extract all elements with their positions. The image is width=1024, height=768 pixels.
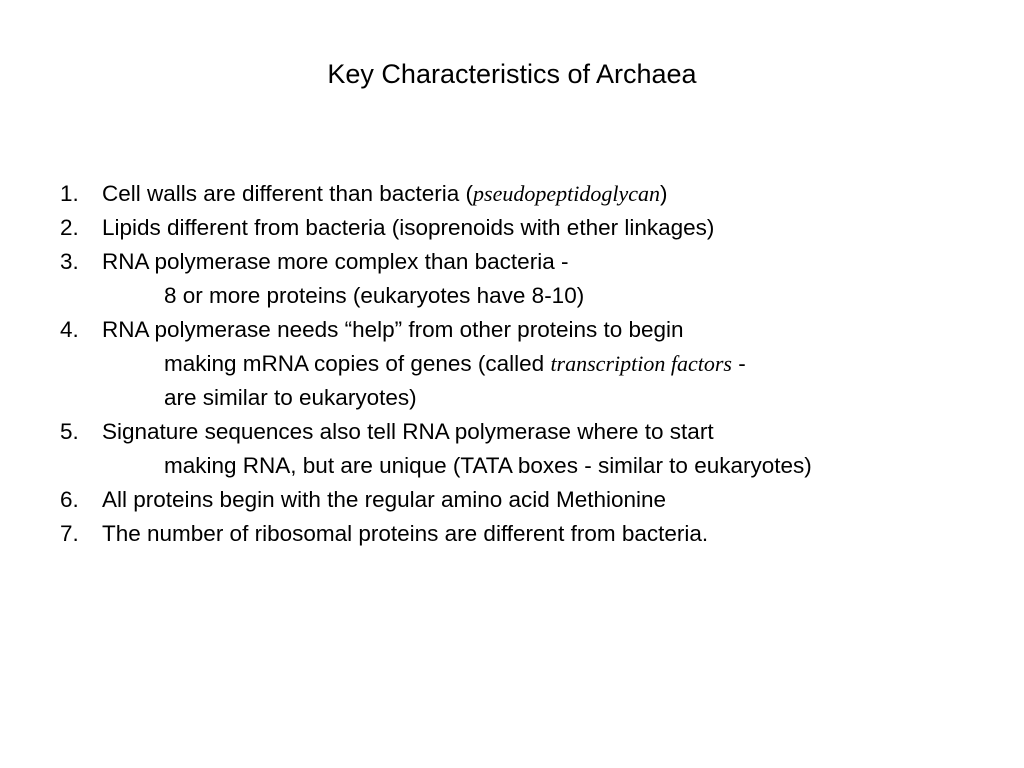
- item-number: 2.: [60, 215, 79, 240]
- slide-title: Key Characteristics of Archaea: [327, 59, 697, 89]
- list-item-1: [60, 177, 1020, 211]
- item-text: The number of ribosomal proteins are different from bacteria.: [102, 521, 709, 546]
- list-item-7: [60, 517, 1020, 551]
- item-continuation: making mRNA copies of genes (called: [164, 351, 551, 376]
- item-text: All proteins begin with the regular amino acid Methionine: [102, 487, 667, 512]
- item-number: 4.: [60, 317, 79, 342]
- item-number: 7.: [60, 521, 79, 546]
- item-number: 3.: [60, 249, 79, 274]
- item-text-after: ): [660, 181, 668, 206]
- item-number: 1.: [60, 181, 79, 206]
- list-item-4: [60, 313, 1020, 347]
- list-item-5: [60, 415, 1020, 449]
- item-number: 6.: [60, 487, 79, 512]
- item-term: pseudopeptidoglycan: [473, 181, 660, 206]
- list-item-5-continuation: [60, 449, 1020, 483]
- item-continuation: 8 or more proteins (eukaryotes have 8-10): [164, 283, 585, 308]
- item-term: transcription factors: [550, 351, 732, 376]
- list-item-4-continuation-2: [60, 381, 1020, 415]
- item-text: Signature sequences also tell RNA polymerase where to start: [102, 419, 714, 444]
- item-continuation-after: -: [731, 351, 746, 376]
- list-item-4-continuation: [60, 347, 1020, 381]
- characteristics-list: [60, 177, 1020, 551]
- item-text: Cell walls are different than bacteria (: [102, 181, 474, 206]
- item-text: Lipids different from bacteria (isoprenoids with ether linkages): [102, 215, 715, 240]
- item-text: RNA polymerase more complex than bacteria -: [102, 249, 569, 274]
- item-continuation: making RNA, but are unique (TATA boxes - similar to eukaryotes): [164, 453, 812, 478]
- item-text: RNA polymerase needs “help” from other proteins to begin: [102, 317, 684, 342]
- item-continuation: are similar to eukaryotes): [164, 385, 417, 410]
- list-item-2: [60, 211, 1020, 245]
- list-item-3: [60, 245, 1020, 279]
- list-item-3-continuation: [60, 279, 1020, 313]
- item-number: 5.: [60, 419, 79, 444]
- list-item-6: [60, 483, 1020, 517]
